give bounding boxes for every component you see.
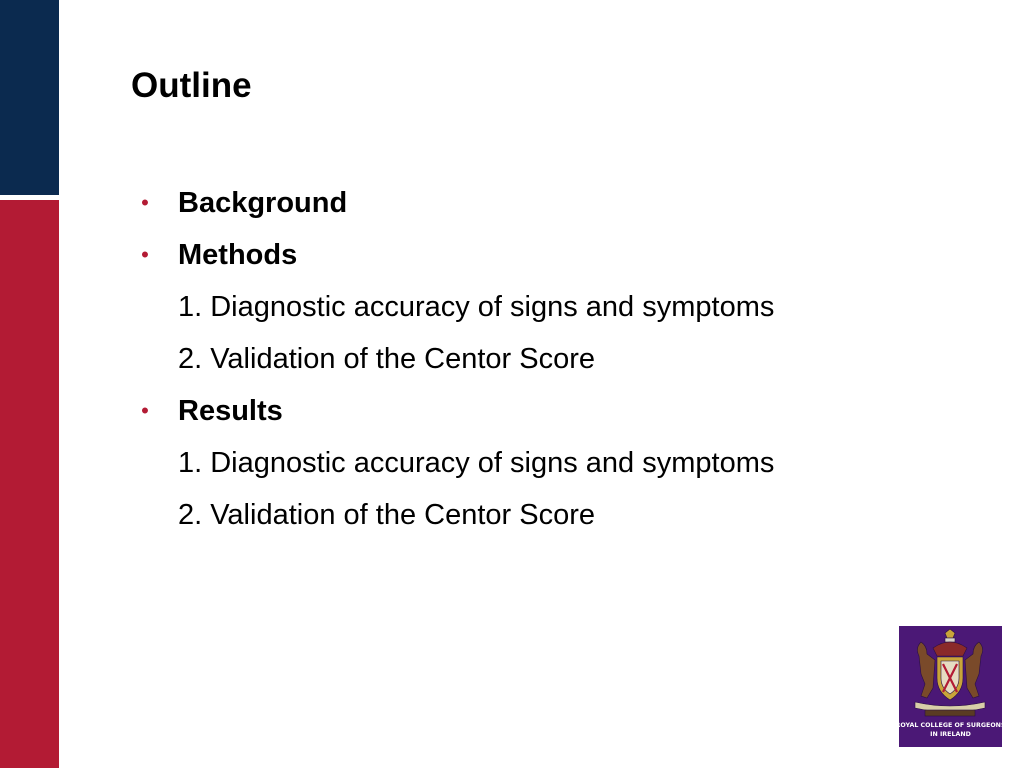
bullet-icon: • — [141, 242, 149, 267]
outline-list — [137, 184, 937, 548]
section-heading: Background — [178, 187, 348, 219]
side-bar-navy — [0, 0, 59, 195]
bullet-icon: • — [141, 398, 149, 423]
side-bar-red — [0, 200, 59, 768]
section-methods — [137, 236, 937, 378]
rcsi-logo — [899, 626, 1002, 747]
section-heading: Methods — [178, 239, 298, 271]
logo-text-line1: ROYAL COLLEGE OF SURGEONS — [899, 722, 1002, 729]
section-heading: Results — [178, 395, 283, 427]
section-background — [137, 184, 937, 222]
sub-item: 1. Diagnostic accuracy of signs and symptoms — [178, 291, 775, 323]
sub-item: 2. Validation of the Centor Score — [178, 499, 595, 531]
sub-item: 2. Validation of the Centor Score — [178, 343, 595, 375]
rcsi-crest-icon — [899, 626, 1002, 747]
bullet-icon: • — [141, 190, 149, 215]
logo-text-line2: IN IRELAND — [930, 731, 971, 738]
sub-item: 1. Diagnostic accuracy of signs and symptoms — [178, 447, 775, 479]
section-results — [137, 392, 937, 534]
slide-title: Outline — [131, 66, 252, 105]
